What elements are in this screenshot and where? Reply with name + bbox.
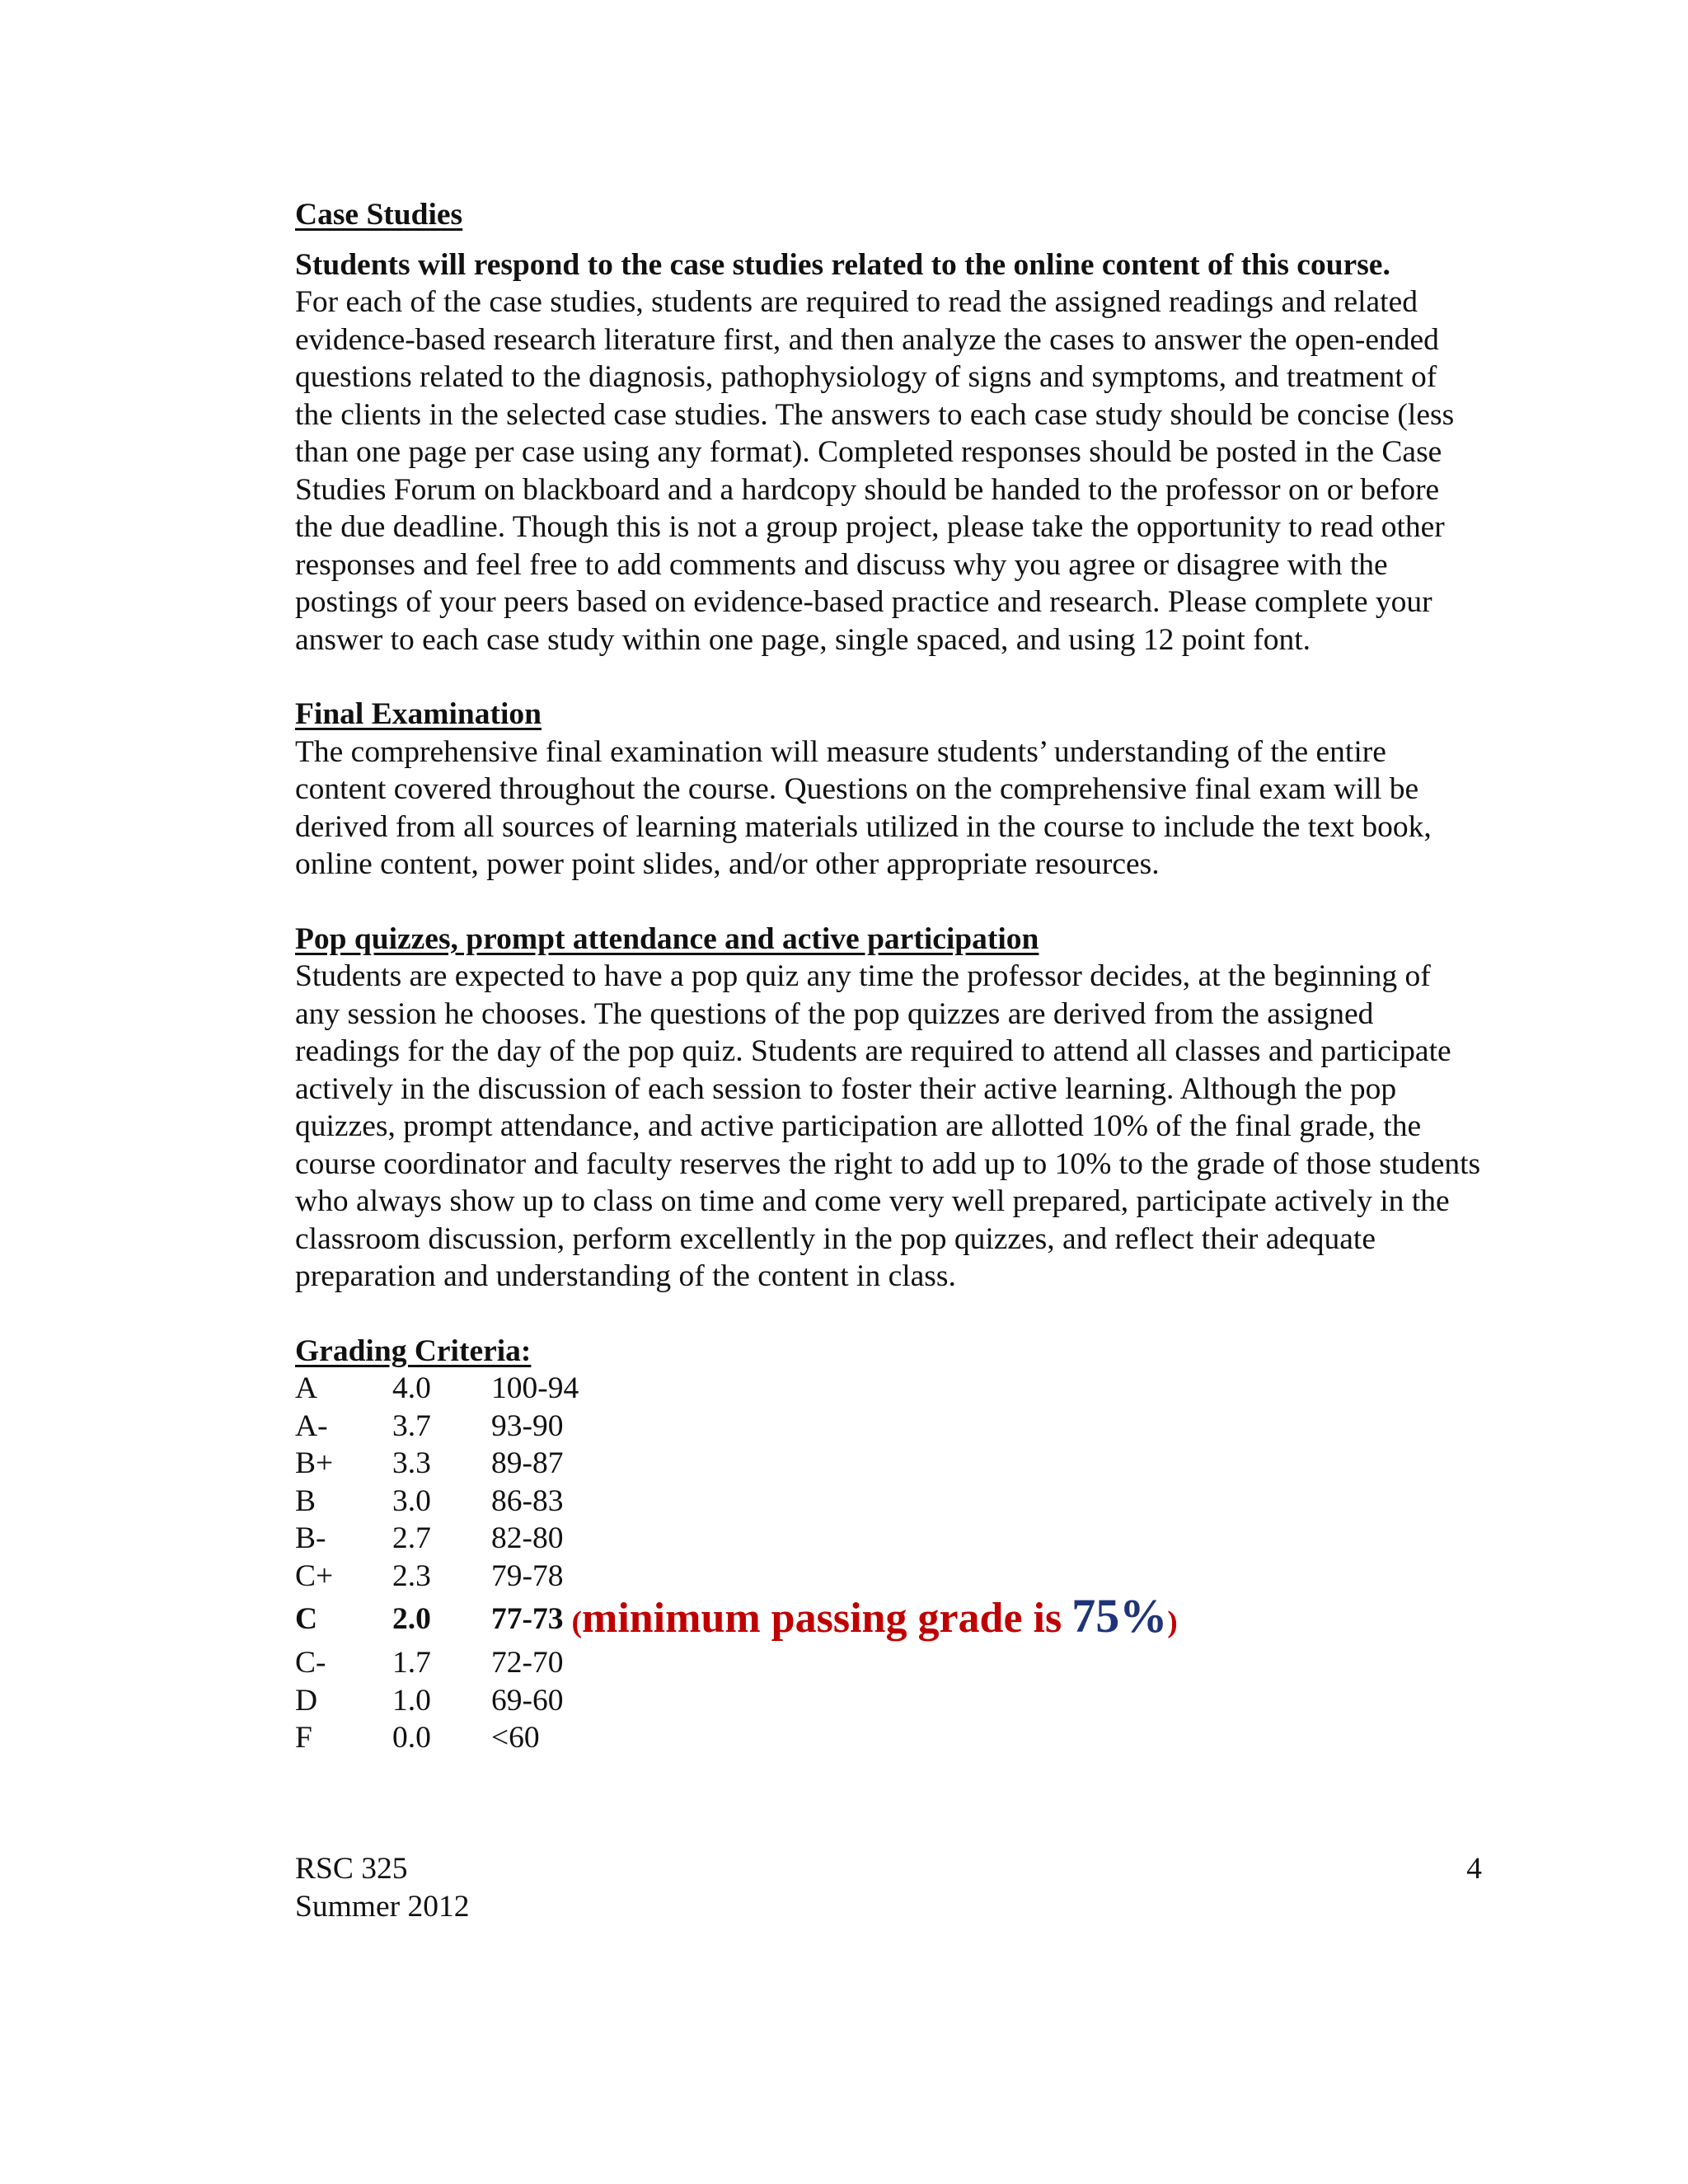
grade-row [295, 1719, 1482, 1757]
passing-grade-percent: 75% [1071, 1589, 1168, 1643]
final-exam-heading: Final Examination [295, 697, 542, 731]
grade-row [295, 1483, 1482, 1521]
grade-row [295, 1520, 1482, 1558]
grade-range: 79-78 [491, 1558, 564, 1593]
grade-row [295, 1682, 1482, 1720]
footer-term: Summer 2012 [295, 1889, 470, 1924]
grade-row [295, 1644, 1482, 1682]
grade-range: 100-94 [491, 1371, 579, 1405]
final-exam-section [295, 696, 1482, 883]
grade-letter: F [295, 1721, 312, 1755]
page-content [295, 196, 1482, 1757]
page-footer [295, 1850, 1482, 1925]
final-exam-body: The comprehensive final examination will measure students’ understanding of the entire content covered throughout the course. Questions on the comprehensive final exam will be derived from all sources of learning materials utilized in the course to include the text book, online content, power point slides, and/or other appropriate resources. [295, 734, 1432, 881]
pop-quizzes-section [295, 921, 1482, 1296]
grade-range: <60 [491, 1721, 540, 1755]
note-close-paren: ) [1167, 1605, 1178, 1640]
grade-points: 3.7 [392, 1408, 431, 1443]
case-studies-section [295, 196, 1482, 658]
grade-letter: D [295, 1683, 318, 1718]
case-studies-heading: Case Studies [295, 198, 463, 232]
grading-table [295, 1370, 1482, 1757]
grade-range: 69-60 [491, 1683, 564, 1718]
grade-letter: C+ [295, 1558, 334, 1593]
grade-range: 86-83 [491, 1483, 564, 1518]
grade-range: 82-80 [491, 1521, 564, 1555]
note-open-paren: ( [571, 1605, 582, 1640]
grade-letter: C [295, 1602, 318, 1637]
grade-range: 93-90 [491, 1408, 564, 1443]
footer-course: RSC 325 [295, 1852, 408, 1886]
grade-letter: C- [295, 1646, 326, 1680]
grade-row [295, 1370, 1482, 1408]
grade-row [295, 1408, 1482, 1446]
grade-points: 2.0 [392, 1602, 431, 1637]
grade-letter: A [295, 1371, 318, 1405]
grade-row-passing [295, 1589, 1482, 1644]
grade-range: 89-87 [491, 1446, 564, 1480]
case-studies-lead: Students will respond to the case studies related to the online content of this course. [295, 247, 1390, 282]
grade-points: 2.7 [392, 1521, 431, 1555]
grade-letter: B- [295, 1521, 326, 1555]
grade-points: 1.0 [392, 1683, 431, 1718]
grade-points: 0.0 [392, 1721, 431, 1755]
grade-points: 4.0 [392, 1371, 431, 1405]
case-studies-body: For each of the case studies, students are required to read the assigned readings and related evidence-based research literature first, and then analyze the cases to answer the open-ended questions related to the diagnosis, pathophysiology of signs and symptoms, and treatment of the clients in the selected case studies. The answers to each case study should be concise (less than one page per case using any format). Completed responses should be posted in the Case Studies Forum on blackboard and a hardcopy should be handed to the professor on or before the due deadline. Though this is not a group project, please take the opportunity to read other responses and feel free to add comments and discuss why you agree or disagree with the postings of your peers based on evidence-based practice and research. Please complete your answer to each case study within one page, single spaced, and using 12 point font. [295, 285, 1455, 657]
passing-grade-note [571, 1589, 1178, 1643]
grade-row [295, 1558, 1482, 1596]
grade-row [295, 1445, 1482, 1483]
passing-grade-text: minimum passing grade is [582, 1595, 1062, 1643]
pop-quizzes-heading: Pop quizzes, prompt attendance and active participation [295, 921, 1039, 956]
grade-points: 2.3 [392, 1558, 431, 1593]
grade-points: 3.0 [392, 1483, 431, 1518]
grade-letter: B+ [295, 1446, 334, 1480]
grade-range: 77-73 [491, 1602, 564, 1637]
pop-quizzes-body: Students are expected to have a pop quiz any time the professor decides, at the beginning of any session he chooses. The questions of the pop quizzes are derived from the assigned readings for the day of the pop quiz. Students are required to attend all classes and participate actively in the discussion of each session to foster their active learning. Although the pop quizzes, prompt attendance, and active participation are allotted 10% of the final grade, the course coordinator and faculty reserves the right to add up to 10% to the grade of those students who always show up to class on time and come very well prepared, participate actively in the classroom discussion, perform excellently in the pop quizzes, and reflect their adequate preparation and understanding of the content in class. [295, 959, 1481, 1293]
page-number: 4 [1466, 1852, 1482, 1886]
grade-points: 3.3 [392, 1446, 431, 1480]
grade-range: 72-70 [491, 1646, 564, 1680]
grade-points: 1.7 [392, 1646, 431, 1680]
grading-section [295, 1333, 1482, 1757]
grade-letter: B [295, 1483, 316, 1518]
grade-letter: A- [295, 1408, 328, 1443]
grading-heading: Grading Criteria: [295, 1333, 532, 1368]
